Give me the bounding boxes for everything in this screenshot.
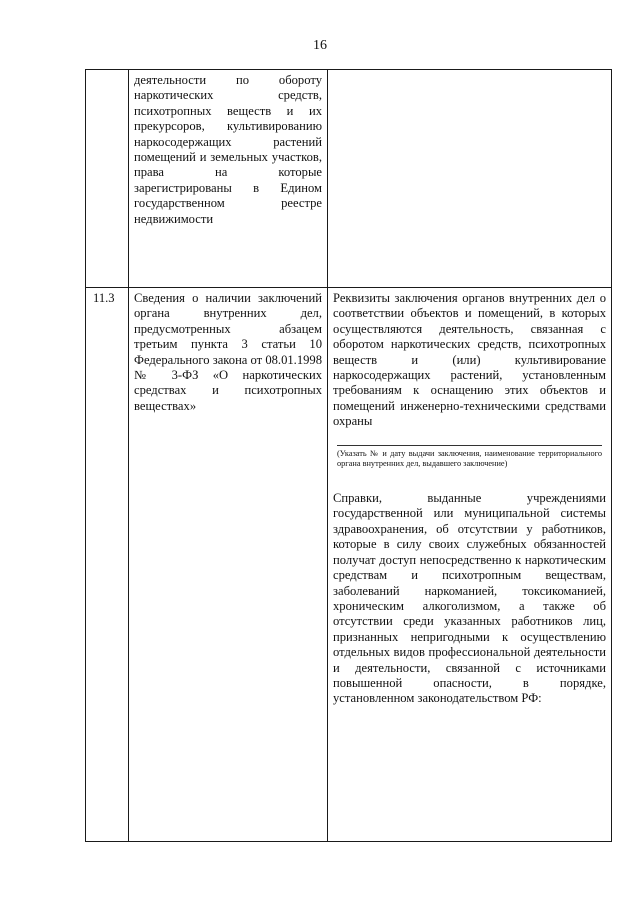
info-cell (129, 70, 328, 288)
requirements-table (85, 69, 612, 842)
document-text (328, 70, 611, 75)
info-cell (129, 288, 328, 842)
page-number: 16 (313, 38, 327, 53)
table-row (86, 70, 612, 288)
row-number: 11.3 (93, 291, 115, 305)
document-cell (328, 288, 612, 842)
info-text: Сведения о наличии заключений органа внутренних дел, предусмотренных абзацем третьим пункта 3 статьи 10 Федерального закона от 08.01.1998 № 3-ФЗ «О наркотических средствах и психотропных веществах» (134, 291, 323, 413)
document-text: Реквизиты заключения органов внутренних дел о соответствии объектов и помещений, в которых осуществляются деятельность, связанная с оборотом наркотических средств, психотропных веществ и (или) культивирование наркосодержащих растений, установленным требованиям к оснащению этих объектов и помещений инженерно-техническими средствами охраны (333, 291, 606, 429)
row-number-cell (86, 70, 129, 288)
row-number (86, 70, 128, 73)
table-row (86, 288, 612, 842)
document-cell (328, 70, 612, 288)
document-text-2: Справки, выданные учреждениями государственной или муниципальной системы здравоохранения, об отсутствии у работников, которые в силу своих служебных обязанностей получат доступ непосредственно к наркотическим средствам и психотропным веществам, заболеваний наркоманией, токсикоманией, хроническим алкоголизмом, а также об отсутствии среди указанных работников лиц, признанных непригодными к осуществлению отдельных видов профессиональной деятельности и деятельности, связанной с источниками повышенной опасности, в порядке, установленном законодательством РФ: (333, 491, 606, 706)
row-number-cell (86, 288, 129, 842)
info-text: деятельности по обороту наркотических средств, психотропных веществ и их прекурсоров, культивированию наркосодержащих растений помещений и земельных участков, права на которые зарегистрированы в Едином государственном реестре недвижимости (134, 73, 322, 226)
fill-in-note: (Указать № и дату выдачи заключения, наименование территориального органа внутренних дел, выдавшего заключение) (337, 448, 602, 468)
